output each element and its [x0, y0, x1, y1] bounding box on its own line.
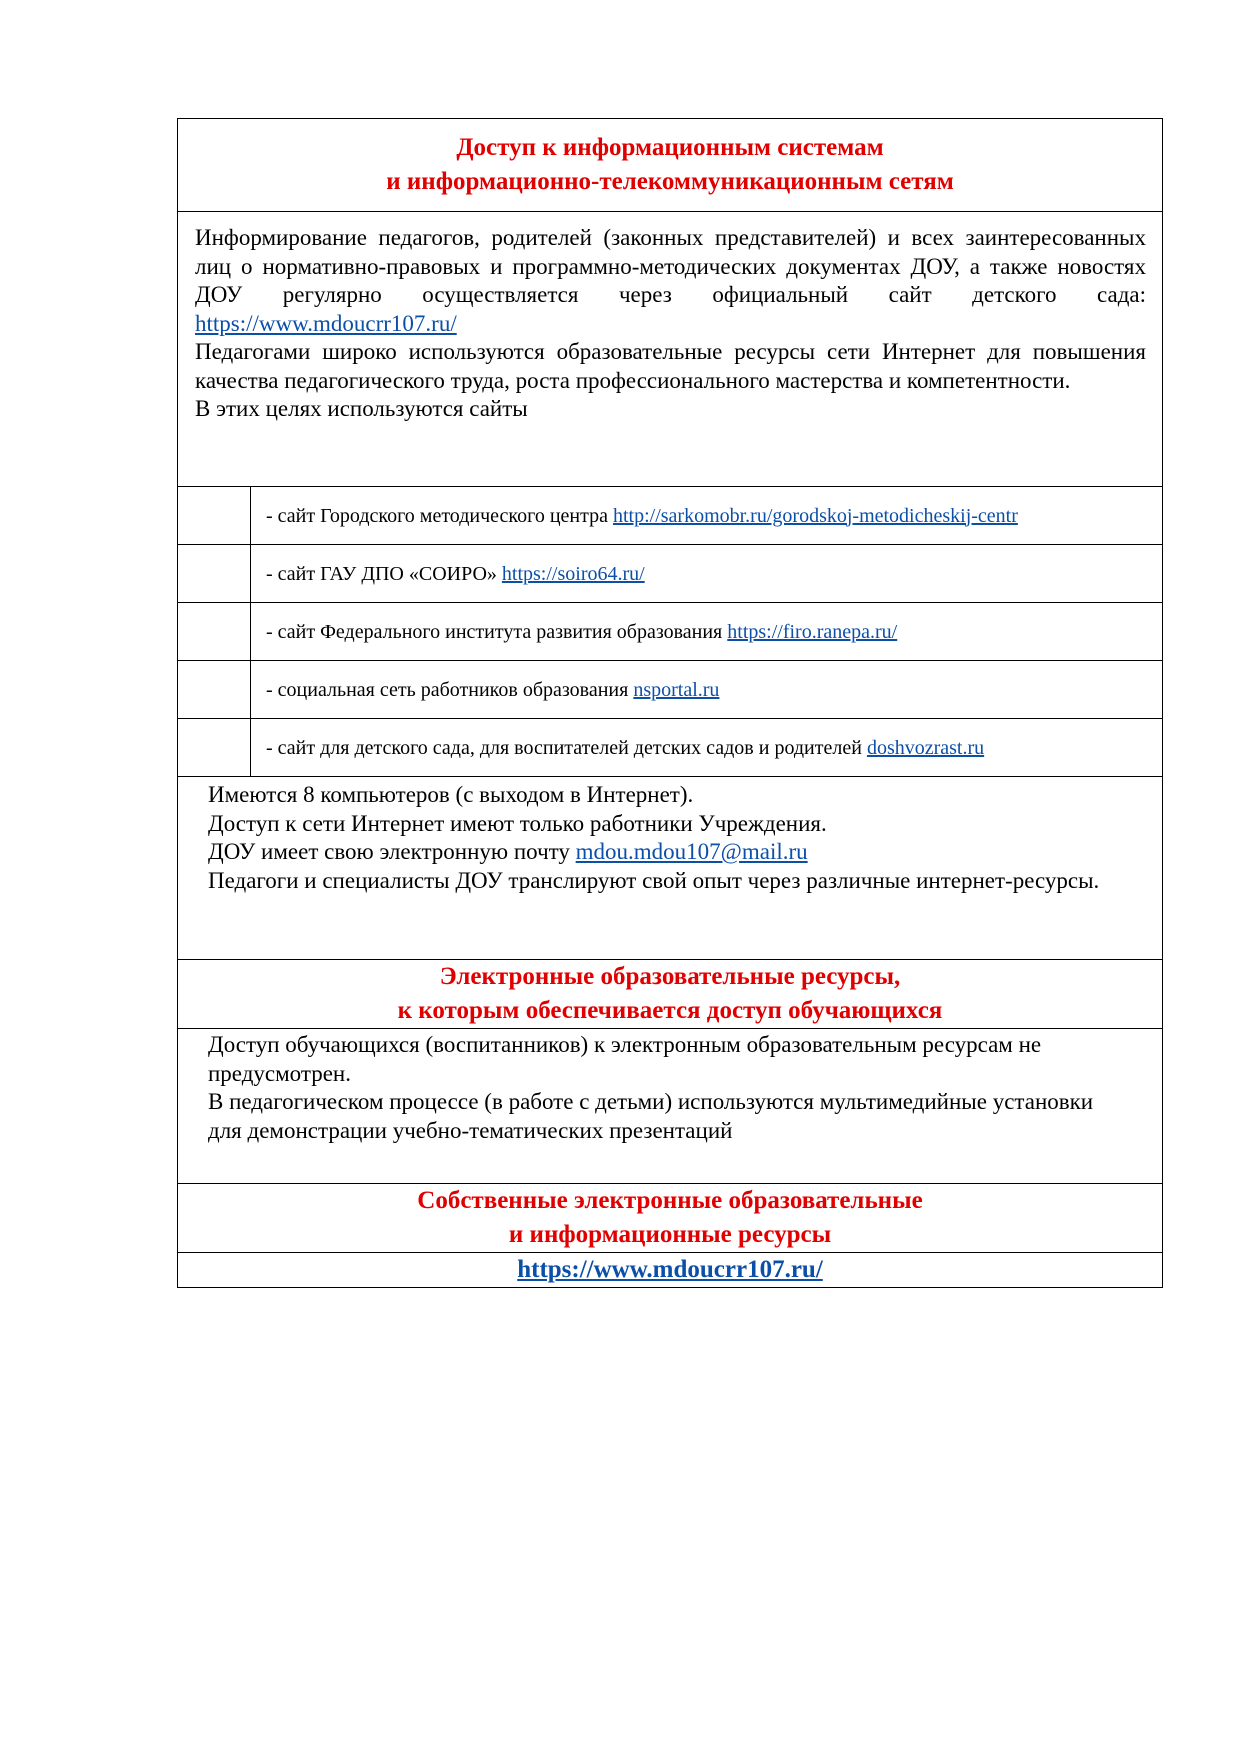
section2-title-line2: к которым обеспечивается доступ обучающихся	[397, 997, 943, 1024]
site-empty-cell	[178, 603, 251, 661]
section1-heading	[178, 119, 1163, 212]
site-cell	[251, 661, 1163, 719]
section3-title-line1: Собственные электронные образовательные	[417, 1187, 923, 1214]
site-cell	[251, 719, 1163, 777]
site-empty-cell	[178, 719, 251, 777]
students-cell	[178, 1029, 1163, 1184]
own-site-cell	[178, 1253, 1163, 1288]
soiro-site-link[interactable]: https://soiro64.ru/	[501, 562, 645, 585]
email-link[interactable]: mdou.mdou107@mail.ru	[575, 839, 808, 864]
site-cell	[251, 545, 1163, 603]
own-site-link[interactable]: https://www.mdoucrr107.ru/	[517, 1256, 823, 1283]
students-line-2: В педагогическом процессе (в работе с детьми) используются мультимедийные установки для демонстрации учебно-тематических презентаций	[208, 1089, 1094, 1143]
site-cell	[251, 603, 1163, 661]
own-site-row	[178, 1253, 1163, 1288]
intro-cell	[178, 212, 1163, 487]
doshvozrast-site-link[interactable]: doshvozrast.ru	[866, 736, 985, 759]
section1-title-line2: и информационно-телекоммуникационным сетям	[386, 168, 954, 195]
computers-line-1: Имеются 8 компьютеров (с выходом в Интернет).	[208, 782, 694, 807]
site-empty-cell	[178, 487, 251, 545]
intro-text-1: Информирование педагогов, родителей (законных представителей) и всех заинтересованных лиц о нормативно-правовых и программно-методических документах ДОУ, а также новостях ДОУ регулярно осуществляется через официальный сайт детского сада:	[195, 225, 1146, 307]
official-site-link[interactable]: https://www.mdoucrr107.ru/	[195, 310, 457, 336]
computers-row	[178, 777, 1163, 960]
site-row	[178, 487, 1163, 545]
intro-row	[178, 212, 1163, 487]
students-line-1: Доступ обучающихся (воспитанников) к электронным образовательным ресурсам не предусмотрен.	[208, 1032, 1042, 1086]
section2-heading	[178, 960, 1163, 1029]
section1-title-line1: Доступ к информационным системам	[456, 134, 884, 161]
site-row	[178, 545, 1163, 603]
site-row	[178, 603, 1163, 661]
site-label: - сайт Городского методического центра	[266, 504, 613, 527]
intro-paragraph-1	[195, 224, 1146, 338]
info-table	[177, 118, 1163, 1288]
site-empty-cell	[178, 545, 251, 603]
computers-cell	[178, 777, 1163, 960]
site-cell	[251, 487, 1163, 545]
section1-header-row	[178, 119, 1163, 212]
site-row	[178, 719, 1163, 777]
site-row	[178, 661, 1163, 719]
students-row	[178, 1029, 1163, 1184]
section3-title-line2: и информационные ресурсы	[508, 1221, 832, 1248]
site-empty-cell	[178, 661, 251, 719]
site-label: - сайт для детского сада, для воспитателей детских садов и родителей	[266, 736, 867, 759]
computers-line-2: Доступ к сети Интернет имеют только работники Учреждения.	[208, 810, 827, 836]
section2-title-line1: Электронные образовательные ресурсы,	[439, 963, 901, 990]
gmc-site-link[interactable]: http://sarkomobr.ru/gorodskoj-metodicheskij-centr	[612, 504, 1018, 527]
site-label: - сайт ГАУ ДПО «СОИРО»	[266, 562, 502, 585]
computers-line-3	[208, 838, 1102, 867]
section3-header-row	[178, 1184, 1163, 1253]
site-label: - социальная сеть работников образования	[266, 678, 634, 701]
section2-header-row	[178, 960, 1163, 1029]
section3-heading	[178, 1184, 1163, 1253]
intro-paragraph-2: Педагогами широко используются образовательные ресурсы сети Интернет для повышения качества педагогического труда, роста профессионального мастерства и компетентности.	[195, 339, 1146, 393]
site-label: - сайт Федерального института развития образования	[266, 620, 728, 643]
computers-line-4: Педагоги и специалисты ДОУ транслируют свой опыт через различные интернет-ресурсы.	[208, 867, 1100, 893]
firo-site-link[interactable]: https://firo.ranepa.ru/	[727, 620, 898, 643]
intro-paragraph-3: В этих целях используются сайты	[195, 396, 528, 421]
email-label: ДОУ имеет свою электронную почту	[208, 839, 576, 864]
nsportal-site-link[interactable]: nsportal.ru	[633, 678, 720, 701]
